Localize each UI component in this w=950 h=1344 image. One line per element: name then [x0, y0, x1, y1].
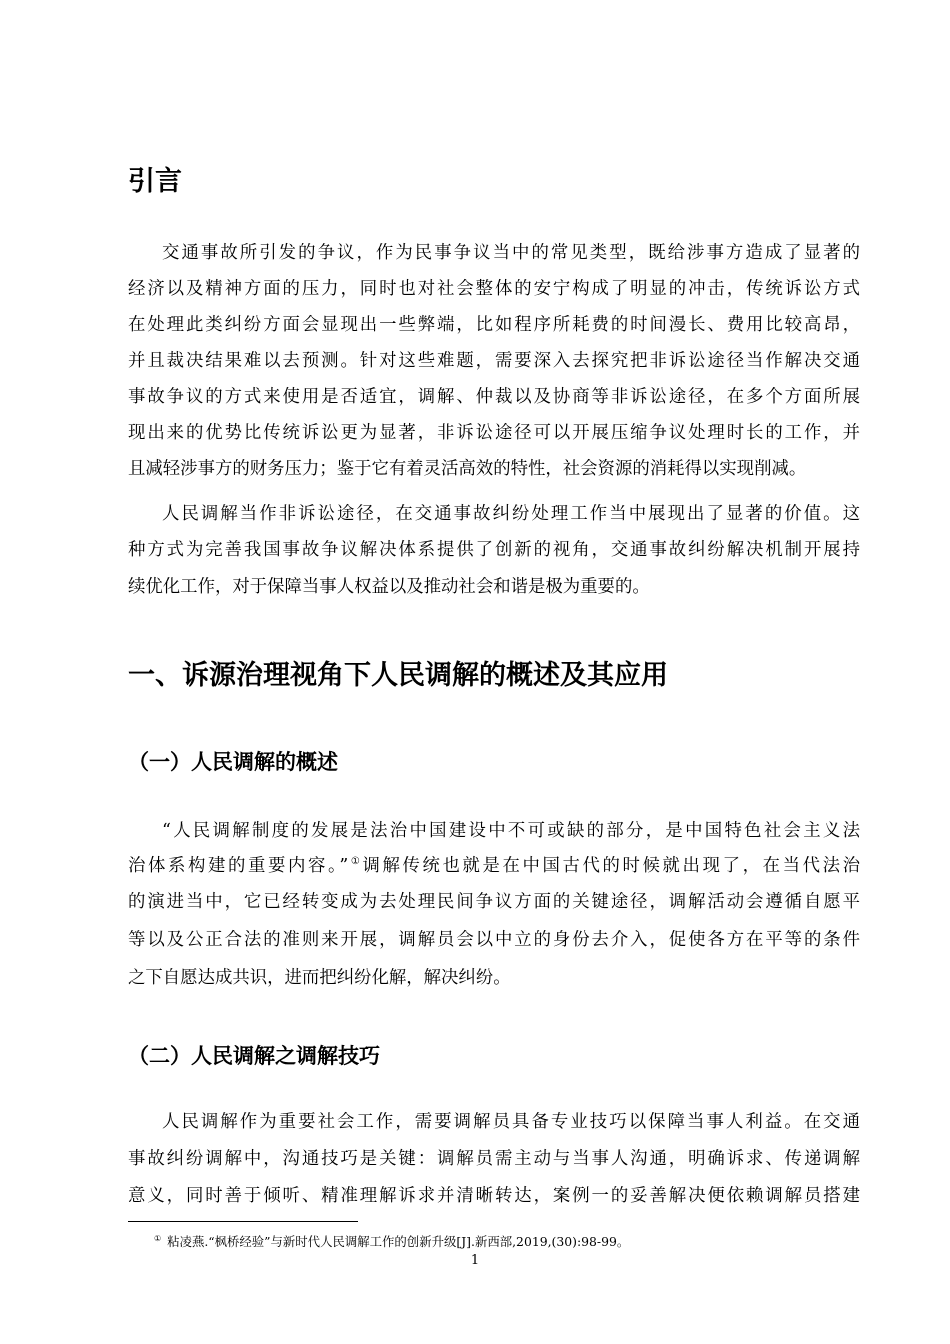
intro-p1-line-1: 交通事故所引发的争议，作为民事争议当中的常见类型，既给涉事方造成了显著的 [162, 243, 860, 263]
sub1-line-2 [128, 848, 860, 884]
footnote-text: 粘凌燕.“枫桥经验”与新时代人民调解工作的创新升级[J].新西部,2019,(30):98-99。 [167, 1234, 630, 1249]
intro-p2-line-3: 续优化工作，对于保障当事人权益以及推动社会和谐是极为重要的。 [128, 577, 650, 597]
intro-p1-line-2: 经济以及精神方面的压力，同时也对社会整体的安宁构成了明显的冲击，传统诉讼方式 [128, 279, 860, 299]
intro-heading: 引言 [128, 166, 182, 197]
footnote [154, 1233, 629, 1251]
section1-heading: 一、诉源治理视角下人民调解的概述及其应用 [128, 660, 668, 691]
intro-p1-line-4: 并且裁决结果难以去预测。针对这些难题，需要深入去探究把非诉讼途径当作解决交通 [128, 351, 860, 371]
page-number: 1 [470, 1253, 480, 1268]
sub2-line-2: 事故纠纷调解中，沟通技巧是关键：调解员需主动与当事人沟通，明确诉求、传递调解 [128, 1149, 860, 1169]
sub1-line-2-quote: 治体系构建的重要内容。” [128, 856, 349, 876]
intro-p1-line-5: 事故争议的方式来使用是否适宜，调解、仲裁以及协商等非诉讼途径，在多个方面所展 [128, 387, 860, 407]
sub2-line-3: 意义，同时善于倾听、精准理解诉求并清晰转达，案例一的妥善解决便依赖调解员搭建 [128, 1186, 860, 1206]
footnote-separator [128, 1221, 358, 1222]
footnote-ref-1[interactable]: ① [348, 856, 363, 868]
sub2-line-1: 人民调解作为重要社会工作，需要调解员具备专业技巧以保障当事人利益。在交通 [162, 1112, 860, 1132]
intro-p1-line-7: 且减轻涉事方的财务压力；鉴于它有着灵活高效的特性，社会资源的消耗得以实现削减。 [128, 459, 807, 479]
section1-sub2-heading: （二）人民调解之调解技巧 [128, 1044, 380, 1068]
intro-p1-line-3: 在处理此类纠纷方面会显现出一些弊端，比如程序所耗费的时间漫长、费用比较高昂， [128, 315, 860, 335]
intro-p2-line-2: 种方式为完善我国事故争议解决体系提供了创新的视角，交通事故纠纷解决机制开展持 [128, 540, 860, 560]
sub1-line-4: 等以及公正合法的准则来开展，调解员会以中立的身份去介入，促使各方在平等的条件 [128, 930, 860, 950]
sub1-line-1: “人民调解制度的发展是法治中国建设中不可或缺的部分，是中国特色社会主义法 [162, 821, 860, 841]
intro-p2-line-1: 人民调解当作非诉讼途径，在交通事故纠纷处理工作当中展现出了显著的价值。这 [162, 504, 860, 524]
sub1-line-3: 的演进当中，它已经转变成为去处理民间争议方面的关键途径，调解活动会遵循自愿平 [128, 892, 860, 912]
intro-p1-line-6: 现出来的优势比传统诉讼更为显著，非诉讼途径可以开展压缩争议处理时长的工作，并 [128, 423, 860, 443]
section1-sub1-heading: （一）人民调解的概述 [128, 750, 338, 774]
sub1-line-2-rest: 调解传统也就是在中国古代的时候就出现了，在当代法治 [362, 856, 860, 876]
sub1-line-5: 之下自愿达成共识，进而把纠纷化解，解决纠纷。 [128, 968, 511, 988]
footnote-mark: ① [154, 1233, 162, 1243]
